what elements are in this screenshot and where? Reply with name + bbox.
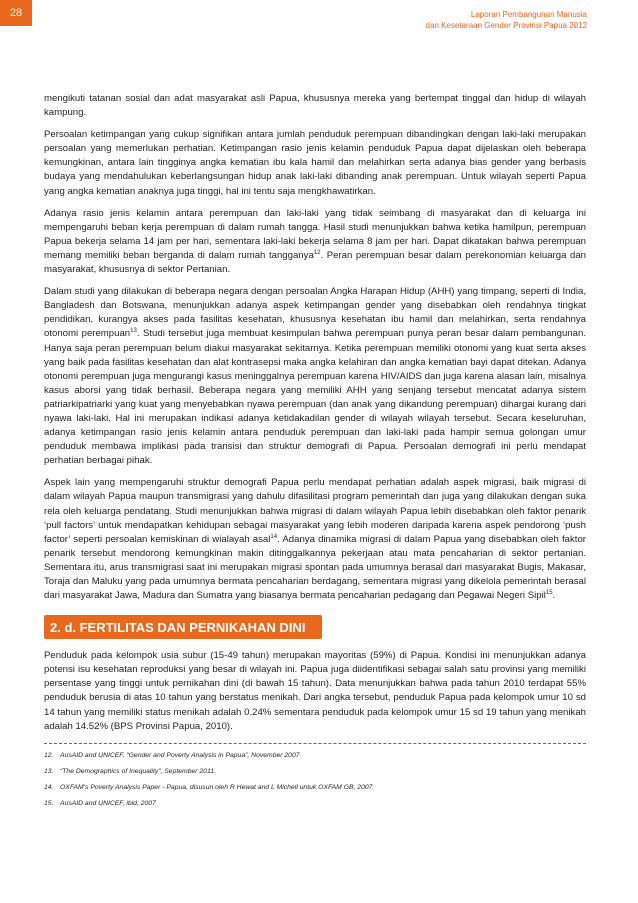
paragraph-5 (44, 476, 586, 603)
paragraph-4-text-b: . Studi tersebut juga membuat kesimpulan bahwa perempuan punya peran besar dalam pembangunan. Hanya saja peran perempuan belum diakui masyarakat sekitarnya. Ketika perempuan memiliki otonomi yang kuat serta akses yang baik pada fasilitas kesehatan dan alat kontrasepsi maka angka kelahiran dan angka kematian bayi dapat ditekan. Adanya otonomi perempuan juga mengurangi kasus meninggalnya perempuan karena HIV/AIDS dan juga karena alasan lain, misalnya kasus aborsi yang tidak berhasil. Beberapa negara yang memiliki AHH yang senjang tersebut mencatat adanya sistem patriarkipatriarki yang kuat yang menyebabkan nyawa perempuan (dan anak yang dikandung perempuan) dihargai kurang dari nyawa laki-laki. Hal ini merupakan indikasi adanya ketidakadilan gender di wilayah wilayah tersebut. Secara keseluruhan, adanya ketimpangan rasio jenis kelamin antara penduduk perempuan dan laki-laki pada hampir semua golongan umur penduduk membawa implikasi pada transisi dan struktur demografi di Papua. Persoalan demografi ini perlu mendapat perhatian berbagai pihak. (44, 328, 586, 467)
section-heading: 2. d. FERTILITAS DAN PERNIKAHAN DINI (50, 619, 306, 635)
footnote-divider (44, 743, 586, 744)
paragraph-5-text-c: . (552, 590, 556, 602)
section-heading-bar (44, 615, 322, 639)
footnote-number: 12. (44, 751, 54, 759)
report-title-line1: Laporan Pembangunan Manusia (470, 10, 587, 19)
main-content (44, 92, 586, 815)
page-number-badge (0, 0, 32, 26)
footnote-12 (44, 751, 586, 761)
footnote-number: 13. (44, 767, 54, 775)
footnote-15 (44, 799, 586, 809)
footnote-ref-14: 14 (270, 533, 278, 540)
report-title (426, 9, 587, 31)
paragraph-3-text-b: . Peran perempuan besar dalam perekonomian keluarga dan masyarakat, khususnya di sektor Pertanian. (44, 249, 586, 276)
footnote-text: “The Demographics of Inequality”, September 2011. (60, 767, 216, 775)
paragraph-4 (44, 285, 586, 468)
paragraph-1: mengikuti tatanan sosial dan adat masyarakat asli Papua, khususnya mereka yang bertempat tinggal dan hidup di wilayah kampung. (44, 93, 586, 119)
page-number: 28 (9, 7, 23, 19)
report-title-line2: dan Kesetaraan Gender Provinsi Papua 2012 (425, 21, 587, 30)
footnote-13 (44, 767, 586, 777)
footnote-ref-12: 12 (313, 249, 321, 256)
footnote-text: AusAID and UNICEF, ibid, 2007 (60, 799, 156, 807)
footnote-ref-15: 15 (545, 589, 553, 596)
footnote-text: AusAID and UNICEF, “Gender and Poverty Analysis in Papua”, November 2007 (60, 751, 300, 759)
paragraph-3 (44, 207, 586, 277)
paragraph-5-text-a: Aspek lain yang mempengaruhi struktur demografi Papua perlu mendapat perhatian adalah aspek migrasi, baik migrasi di dalam wilayah Papua maupun transmigrasi yang dahulu difasilitasi program pemerintah dan juga yang dilakukan dengan suka rela oleh keluarga pendatang. Studi menunjukkan bahwa migrasi di dalam wilayah Papua lebih disebabkan oleh faktor penarik ‘pull factors’ untuk mendapatkan kehidupan sebagai masyarakat yang lebih moderen daripada karena aspek pendorong ‘push factor’ seperti persoalan kemiskinan di wialayah asal (44, 477, 586, 545)
footnote-number: 14. (44, 783, 54, 791)
section-paragraph: Penduduk pada kelompok usia subur (15-49 tahun) merupakan mayoritas (59%) di Papua. Kondisi ini menunjukkan adanya potensi isu kesehatan reproduksi yang besar di wilayah ini. Papua juga diidentifikasi sebagai salah satu provinsi yang memiliki persentase yang tinggi untuk pernikahan dini (di bawah 15 tahun). Data menunjukkan bahwa pada tahun 2010 terdapat 55% penduduk berusia di atas 10 tahun yang berstatus menikah. Dari angka tersebut, penduduk Papua pada kelompok umur 10 sd 14 tahun yang memiliki status menikah adalah 0.24% sementara penduduk pada kelompok umur 15 sd 19 tahun yang menikah adalah 14.52% (BPS Provinsi Papua, 2010). (44, 650, 586, 732)
paragraph-3-text-a: Adanya rasio jenis kelamin antara perempuan dan laki-laki yang tidak seimbang di masyarakat dan di keluarga ini mempengaruhi beban kerja perempuan di dalam rumah tangga. Hasil studi menunjukkan bahwa ketika hamilpun, perempuan Papua bekerja selama 14 jam per hari, sementara laki-laki bekerja selama 8 jam per hari. Dapat dikatakan bahwa perempuan memang memiliki beban berganda di dalam rumah tangganya (44, 207, 586, 261)
footnote-14 (44, 783, 586, 793)
paragraph-5-text-b: . Adanya dinamika migrasi di dalam Papua yang disebabkan oleh faktor penarik tersebut mendorong kemungkinan makin ditinggalkannya pekerjaan atau mata pencaharian di sektor pertanian. Sementara itu, arus transmigrasi saat ini merupakan migrasi spontan pada umumnya berasal dari masyarakat Bugis, Makasar, Toraja dan Maluku yang pada umumnya bermata pencaharian berdagang, sementara migrasi yang dikelola pemerintah berasal dari masyarakat Jawa, Madura dan Sumatra yang biasanya bermata pencaharian pedagang dan Pegawai Negeri Sipil (44, 533, 586, 602)
footnote-ref-13: 13 (130, 328, 137, 335)
footnote-number: 15. (44, 799, 54, 807)
footnote-text: OXFAM’s Poverty Analysis Paper - Papua, disusun oleh R Hewat and L Michell untuk OXFAM GB, 2007. (60, 783, 375, 791)
paragraph-2: Persoalan ketimpangan yang cukup signifikan antara jumlah penduduk perempuan dibandingkan dengan laki-laki merupakan persoalan yang memerlukan perhatian. Ketimpangan rasio jenis kelamin penduduk Papua dapat dijelaskan oleh beberapa kemungkinan, antara lain tingginya angka kematian ibu kala hamil dan melahirkan serta adanya bias gender yang berbasis budaya yang mendahulukan keberlangsungan hidup anak laki-laki dibanding anak perempuan. Untuk wilayah seperti Papua yang angka kematian anaknya juga tinggi, hal ini tentu saja mengkhawatirkan. (44, 129, 586, 197)
paragraph-4-text-a: Dalam studi yang dilakukan di beberapa negara dengan persoalan Angka Harapan Hidup (AHH) yang timpang, seperti di India, Bangladesh dan Botswana, menunjukkan adanya aspek ketimpangan gender yang disebabkan oleh rendahnya tingkat pendidikan, kurangya akses pada fasilitas kesehatan, khususnya kesehatan ibu hamil dan melahirkan, serta rendahnya otonomi perempuan (44, 286, 586, 340)
